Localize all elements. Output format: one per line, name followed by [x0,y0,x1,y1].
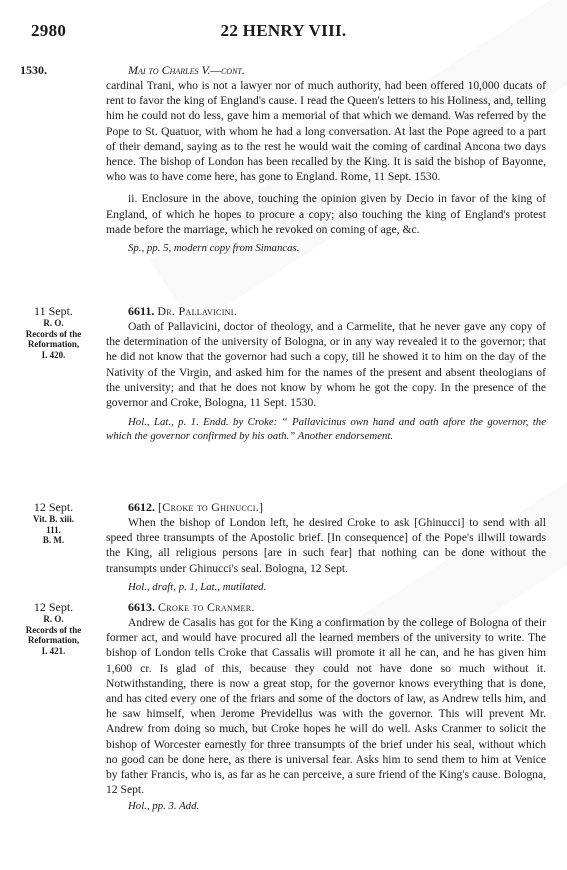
margin-note [8,304,99,360]
ref-line: Reformation, [27,339,80,350]
entry-date: 11 Sept. [34,304,73,318]
ref-line: R. O. [43,614,64,624]
entry-number: 6612. [128,500,155,514]
entry-body: Oath of Pallavicini, doctor of theology, and a Carmelite, that he never gave any copy of the determination of the university of Bologna, or in any way revealed it to the governor; that he did not know that the governor had such a copy, till he showed it to him on the day of the Nativity of the Virgin, and asked him for the names of the present and absent theologians of the university; and that he does not know by whom he got the copy. In the presence of the governor and Croke, Bologna, 11 Sept. 1530. [106,320,546,410]
entry-number: 6613. [128,600,155,614]
continued-heading: Mai to Charles V.—cont. [128,63,245,77]
page-number: 2980 [31,21,67,40]
year-label: 1530. [20,63,47,77]
entry-note: Hol., draft, p. 1, Lat., mutilated. [128,580,267,593]
ref-line: I. 421. [41,645,66,656]
entry-title: Dr. Pallavicini. [157,304,237,318]
running-title: 22 HENRY VIII. [220,21,347,40]
ref-line: Records of the [25,624,82,635]
entry-6613 [106,600,546,813]
entry-paragraph: cardinal Trani, who is not a lawyer nor of much authority, had been offered 10,000 ducats of rent to favor the king of England's cause. I read the Queen's letters to his Holiness, and, telling him he could not do less, gave him a memorial of that which we demand. Was referred by the Pope to St. Quatuor, with whom he had a long conversation. At last the Pope agreed to a part of their demand, saying as to the rest he would wait the coming of cardinal Ancona two days hence. The bishop of London has been recalled by the King. It is said the bishop of Bayonne, who was to have come here, has gone to England. Rome, 11 Sept. 1530. [106,79,546,184]
entry-6611 [106,304,546,443]
enclosure-paragraph: ii. Enclosure in the above, touching the opinion given by Decio in favor of the king of England, of which he hopes to procure a copy; also touching the king of England's protest made before the marriage, which he revoked on coming of age, &c. [106,192,546,236]
entry-number: 6611. [128,304,155,318]
entry-title: Croke to Cranmer. [158,600,255,614]
source-note: Sp., pp. 5, modern copy from Simancas. [128,242,300,255]
ref-line: 111. [46,524,61,535]
margin-note [8,500,99,546]
entry-note: Hol., pp. 3. Add. [128,800,200,813]
entry-date: 12 Sept. [33,500,74,514]
ref-line: B. M. [42,535,65,546]
ref-line: Reformation, [27,635,80,646]
ref-line: I. 420. [41,349,66,360]
ref-line: Vit. B. xiii. [33,514,74,524]
entry-date: 12 Sept. [33,600,74,614]
continued-entry [106,63,546,255]
entry-title: [Croke to Ghinucci.] [158,500,264,514]
ref-line: R. O. [43,318,64,328]
entry-note: Hol., Lat., p. 1. Endd. by Croke: “ Pallavicinus own hand and oath afore the governor, the which the governor confirmed by his oath.” Another endorsement. [106,416,546,443]
margin-note [8,600,99,656]
ref-line: Records of the [25,328,82,339]
entry-6612 [106,500,546,594]
entry-body: When the bishop of London left, he desired Croke to ask [Ghinucci] to send with all speed three transumpts of the Apostolic brief. [In consequence] of the Pope's illwill towards the King, all religious persons [are in such fear] that nothing can be done without the transumpts under Ghinucci's seal. Bologna, 12 Sept. [106,516,546,575]
entry-body: Andrew de Casalis has got for the King a confirmation by the college of Bologna of their former act, and would have procured all the learned members of the university to write. The bishop of London tells Croke that Cassalis will promote it all he can, and he has given him 1,600 cr. Is glad of this, because they could not have done so much without it. Notwithstanding, there is now a great stop, for the governor knows everything that is done, and has cited every one of the friars and some of the doctors of law, as Andrew tells him, and he saw himself, when Jerome Previdellus was with the governor. This will prevent Mr. Andrew from doing so much, but Croke hopes he will do well. Asks Cranmer to solicit the bishop of Worcester earnestly for three transumpts of the brief under his seal, without which no good can be done here, as there is universal fear. Asks him to send them to him at Venice by father Francis, who is, as far as he can perceive, a sure friend of the King's cause. Bologna, 12 Sept. [106,616,546,797]
